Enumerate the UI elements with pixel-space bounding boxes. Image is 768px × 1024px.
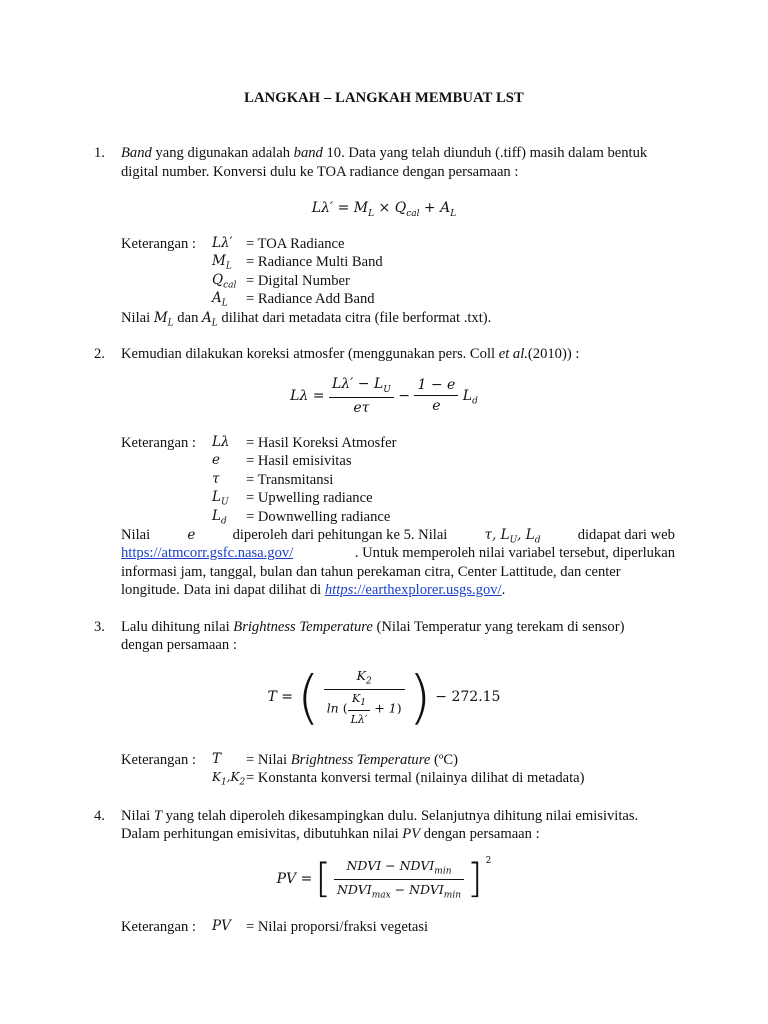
section-1-text-line1: Band yang digunakan adalah band 10. Data yang telah diunduh (.tiff) masih dalam bentuk bbox=[121, 145, 648, 161]
symbol: Lλ bbox=[212, 434, 230, 450]
symbol: e bbox=[212, 452, 220, 468]
atmcorr-link[interactable]: https://atmcorr.gsfc.nasa.gov/ bbox=[121, 545, 294, 561]
keterangan-value: = Upwelling radiance bbox=[246, 490, 373, 506]
keterangan-label: Keterangan : bbox=[121, 752, 196, 768]
section-2-note-line1: Nilai e diperoleh dari pehitungan ke 5. Nilai τ, $L_U$, $L_d$ didapat dari web bbox=[121, 527, 675, 546]
equation-vegetation-proportion: PV = [ $\frac{NDVI - NDVI_{min}}{NDVI_{max} - NDVI_{min}}$ ] $^2$ bbox=[276, 856, 492, 902]
equation-toa-radiance: $L\lambda' = M_L \times Q_{cal} + A_L$ bbox=[311, 200, 457, 219]
symbol: Lλ′ bbox=[212, 235, 233, 251]
section-2-text: Kemudian dilakukan koreksi atmosfer (menggunakan pers. Coll et al.(2010)) : bbox=[121, 346, 580, 362]
keterangan-label: Keterangan : bbox=[121, 919, 196, 935]
symbol: T bbox=[212, 751, 222, 767]
keterangan-value: = Radiance Add Band bbox=[246, 291, 375, 307]
section-number: 1. bbox=[94, 145, 105, 161]
symbol: $L_d$ bbox=[212, 508, 227, 527]
keterangan-value: = Downwelling radiance bbox=[246, 509, 391, 525]
keterangan-value: = Nilai Brightness Temperature (ºC) bbox=[246, 752, 458, 768]
keterangan-value: = TOA Radiance bbox=[246, 236, 345, 252]
section-number: 4. bbox=[94, 808, 105, 824]
symbol: $Q_{cal}$ bbox=[212, 272, 237, 291]
section-4-text-line2: Dalam perhitungan emisivitas, dibutuhkan nilai PV dengan persamaan : bbox=[121, 826, 540, 842]
symbol: $A_L$ bbox=[212, 290, 228, 309]
symbol: $M_L$ bbox=[212, 253, 232, 272]
keterangan-value: = Radiance Multi Band bbox=[246, 254, 383, 270]
keterangan-value: = Nilai proporsi/fraksi vegetasi bbox=[246, 919, 429, 935]
keterangan-value: = Hasil emisivitas bbox=[246, 453, 352, 469]
section-3-text-line1: Lalu dihitung nilai Brightness Temperature (Nilai Temperatur yang terekam di sensor) bbox=[121, 619, 625, 635]
section-1-text-line2: digital number. Konversi dulu ke TOA radiance dengan persamaan : bbox=[121, 164, 519, 180]
keterangan-label: Keterangan : bbox=[121, 236, 196, 252]
section-4-text-line1: Nilai T yang telah diperoleh dikesampingkan dulu. Selanjutnya dihitung nilai emisivitas. bbox=[121, 808, 639, 824]
section-2-note-line4: longitude. Data ini dapat dilihat di https://earthexplorer.usgs.gov/. bbox=[121, 582, 506, 598]
section-3-text-line2: dengan persamaan : bbox=[121, 637, 237, 653]
page-title: LANGKAH – LANGKAH MEMBUAT LST bbox=[244, 90, 524, 106]
keterangan-value: = Transmitansi bbox=[246, 472, 334, 488]
section-2-note-line3: informasi jam, tanggal, bulan dan tahun perekaman citra, Center Lattitude, dan center bbox=[121, 564, 621, 580]
symbol: $L_U$ bbox=[212, 489, 229, 508]
keterangan-value: = Hasil Koreksi Atmosfer bbox=[246, 435, 397, 451]
equation-atmospheric-correction: Lλ = $\frac{L\lambda' - L_U}{e\tau}$ − $\frac{1 - e}{e}$ $L_d$ bbox=[290, 376, 478, 416]
keterangan-value: = Digital Number bbox=[246, 273, 350, 289]
keterangan-value: = Konstanta konversi termal (nilainya dilihat di metadata) bbox=[246, 770, 585, 786]
symbol: PV bbox=[212, 918, 231, 934]
section-number: 3. bbox=[94, 619, 105, 635]
symbol: $K_1,K_2$ bbox=[212, 770, 246, 788]
symbol: τ bbox=[212, 471, 220, 487]
section-number: 2. bbox=[94, 346, 105, 362]
section-2-note-line2: https://atmcorr.gsfc.nasa.gov/ . Untuk memperoleh nilai variabel tersebut, diperlukan bbox=[121, 545, 675, 561]
section-1-note: Nilai $M_L$ dan $A_L$ dilihat dari metadata citra (file berformat .txt). bbox=[121, 310, 492, 329]
keterangan-label: Keterangan : bbox=[121, 435, 196, 451]
earthexplorer-link[interactable]: https://earthexplorer.usgs.gov/ bbox=[324, 582, 502, 598]
equation-brightness-temperature: T = ( $K_2$ ln ( $\frac{K_1}{L\lambda'}$ + 1) ) − 272.15 bbox=[267, 663, 501, 731]
